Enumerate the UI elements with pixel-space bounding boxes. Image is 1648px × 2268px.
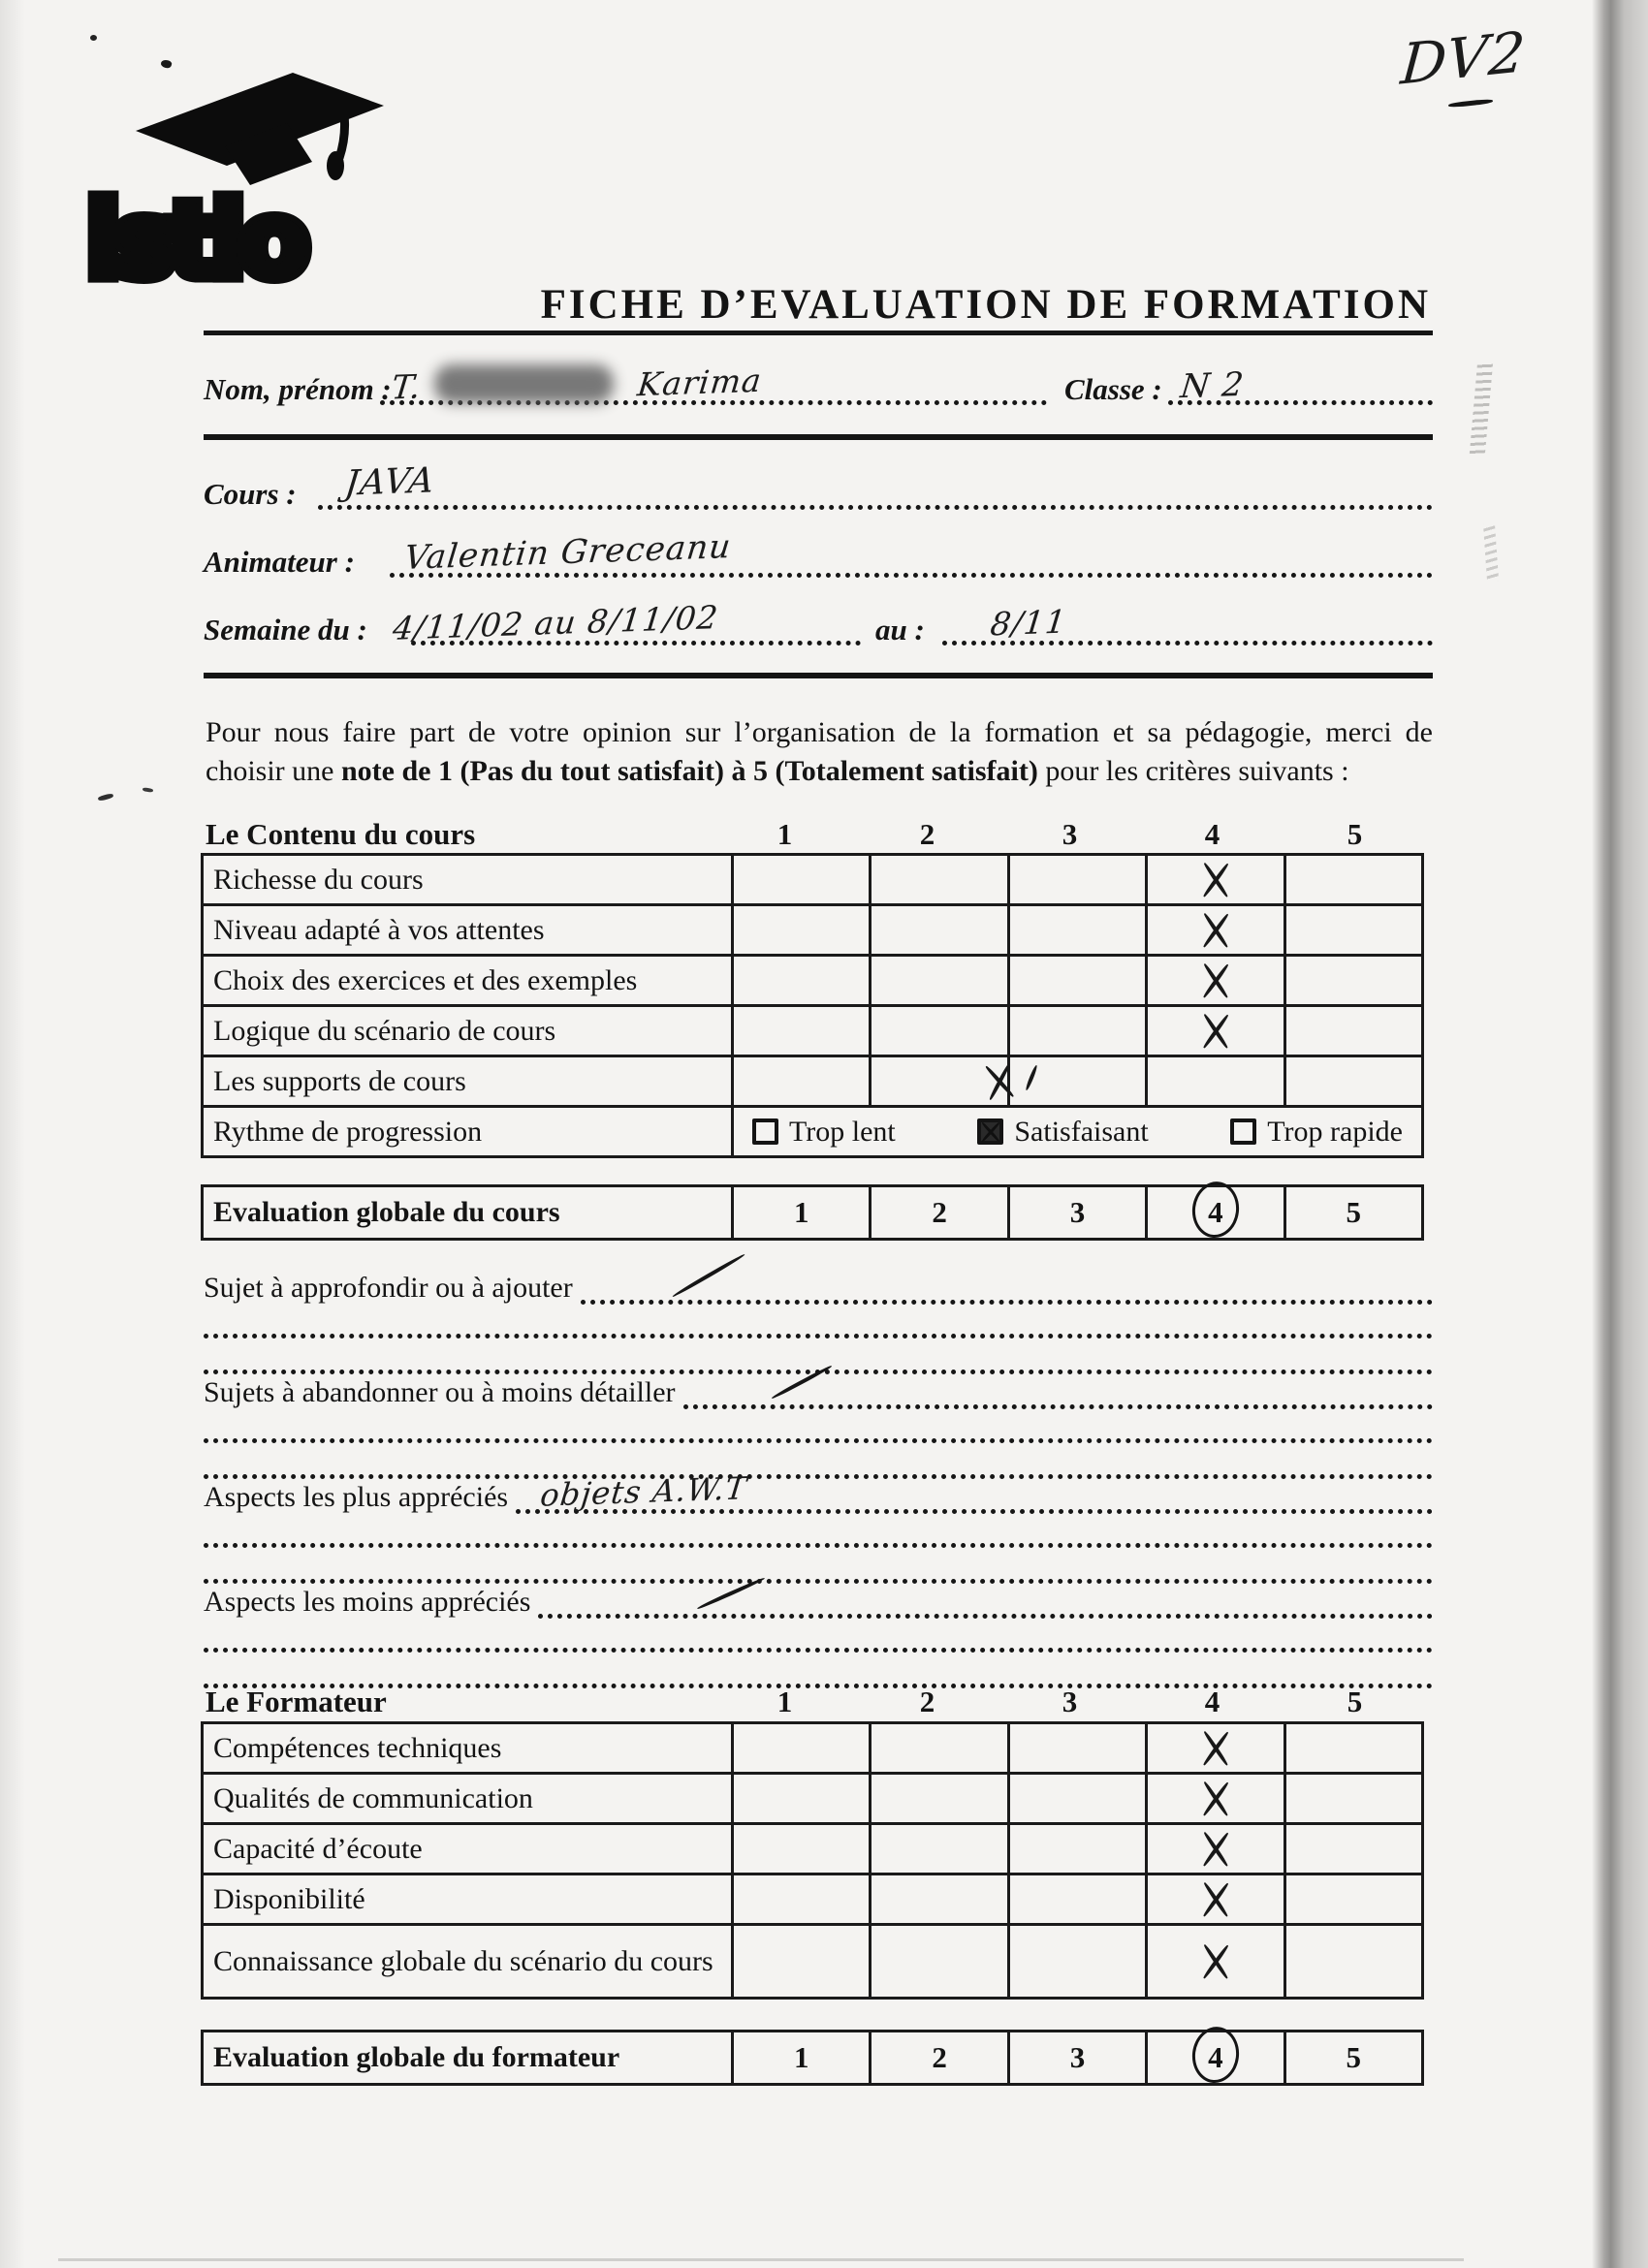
rating-cell-5 — [1284, 1874, 1422, 1925]
criterion-row — [203, 905, 1423, 956]
rating-cell-2 — [871, 1925, 1008, 1999]
criterion-label: Capacité d’écoute — [203, 1824, 733, 1874]
handwritten-trainer: Valentin Greceanu — [402, 527, 734, 578]
handwritten-class: N 2 — [1178, 364, 1247, 407]
dotted-line — [683, 1375, 1433, 1409]
class-label: Classe : — [1064, 372, 1162, 406]
rating-cell-5 — [1284, 956, 1422, 1006]
trainer-overall-table — [201, 2030, 1424, 2086]
rating-cell-3 — [1008, 1006, 1146, 1056]
dotted-line — [390, 573, 1433, 578]
scale-5: 5 — [1347, 1685, 1363, 1718]
rating-cell-1 — [733, 1925, 871, 1999]
score-4: 4 — [1147, 2032, 1284, 2085]
criterion-label: Compétences techniques — [203, 1723, 733, 1774]
trainer-label: Animateur : — [204, 545, 355, 579]
week-line — [204, 597, 1435, 647]
pace-row — [203, 1107, 1423, 1157]
name-label: Nom, prénom : — [204, 372, 392, 406]
content-table-header — [201, 819, 1424, 852]
question-label: Sujets à abandonner ou à moins détailler — [204, 1376, 676, 1408]
score-5: 5 — [1284, 2032, 1422, 2085]
rating-cell-1 — [733, 905, 871, 956]
score-1: 1 — [733, 1186, 871, 1240]
rating-cell-4 — [1147, 855, 1284, 905]
rating-cell-3 — [1008, 1774, 1146, 1824]
content-rating-table — [201, 853, 1424, 1158]
handwritten-underline — [1448, 99, 1493, 109]
question-least-appreciated — [204, 1586, 1433, 1694]
trainer-table-header — [201, 1686, 1424, 1719]
handwritten-x-mark — [1201, 1881, 1230, 1918]
pace-option-label: Trop lent — [789, 1115, 896, 1148]
redacted-name-blur — [434, 364, 614, 403]
horizontal-rule — [204, 434, 1433, 440]
handwritten-first-name: Karima — [635, 361, 764, 404]
question-label: Sujet à approfondir ou à ajouter — [204, 1272, 573, 1304]
dotted-line — [538, 1585, 1433, 1619]
pace-options-inner — [735, 1116, 1420, 1149]
scan-artifact — [90, 35, 97, 41]
istio-logo-graphic — [79, 53, 392, 291]
criterion-row — [203, 855, 1423, 905]
handwritten-end-date: 8/11 — [988, 602, 1069, 644]
istio-logo — [79, 53, 392, 291]
rating-cell-1 — [733, 855, 871, 905]
rating-cell-1 — [733, 1824, 871, 1874]
rating-cell-5 — [1284, 1723, 1422, 1774]
scan-artifact — [143, 787, 153, 793]
rating-cell-1 — [733, 956, 871, 1006]
rating-cell-3 — [1008, 1056, 1146, 1107]
criterion-row — [203, 1874, 1423, 1925]
scale-5: 5 — [1347, 817, 1363, 851]
score-2: 2 — [871, 1186, 1008, 1240]
criterion-label: Disponibilité — [203, 1874, 733, 1925]
rating-cell-3 — [1008, 1874, 1146, 1925]
horizontal-rule — [204, 331, 1433, 335]
rating-cell-3 — [1008, 956, 1146, 1006]
intro-line-1: Pour nous faire part de votre opinion sur l’organisation de la formation et sa pédagogie, merci de — [206, 716, 1433, 748]
handwritten-x-mark — [1201, 1943, 1230, 1980]
rating-cell-5 — [1284, 905, 1422, 956]
question-label: Aspects les plus appréciés — [204, 1481, 509, 1513]
rating-cell-4 — [1147, 1874, 1284, 1925]
trainer-line — [204, 529, 1435, 580]
criterion-row — [203, 1824, 1423, 1874]
rating-cell-2 — [871, 956, 1008, 1006]
rating-cell-1 — [733, 1723, 871, 1774]
scale-3: 3 — [1062, 817, 1078, 851]
criterion-row — [203, 956, 1423, 1006]
form-title: FICHE D’EVALUATION DE FORMATION — [540, 282, 1431, 328]
criterion-label: Logique du scénario de cours — [203, 1006, 733, 1056]
rating-cell-3 — [1008, 1925, 1146, 1999]
score-1: 1 — [733, 2032, 871, 2085]
handwritten-x-mark — [1201, 862, 1230, 898]
rating-cell-2 — [871, 905, 1008, 956]
rating-cell-1 — [733, 1006, 871, 1056]
scan-artifact — [1483, 523, 1499, 583]
course-line — [204, 461, 1435, 512]
scale-1: 1 — [776, 1685, 793, 1718]
criterion-row — [203, 1723, 1423, 1774]
pace-option — [752, 1116, 896, 1149]
rating-cell-4 — [1147, 905, 1284, 956]
rating-cell-1 — [733, 1056, 871, 1107]
score-2: 2 — [871, 2032, 1008, 2085]
dotted-line — [204, 1543, 1433, 1548]
criterion-label: Connaissance globale du scénario du cours — [203, 1925, 733, 1999]
scan-left-shadow — [0, 0, 25, 2268]
rating-cell-5 — [1284, 855, 1422, 905]
criterion-label: Qualités de communication — [203, 1774, 733, 1824]
rating-cell-5 — [1284, 1006, 1422, 1056]
horizontal-rule — [204, 673, 1433, 678]
criterion-label: Choix des exercices et des exemples — [203, 956, 733, 1006]
stray-pen-stroke — [1025, 1064, 1038, 1090]
pace-options — [733, 1107, 1423, 1157]
dotted-line — [204, 1438, 1433, 1443]
rating-cell-5 — [1284, 1824, 1422, 1874]
handwritten-name-initial: T. — [389, 367, 424, 408]
score-4: 4 — [1147, 1186, 1284, 1240]
scale-2: 2 — [919, 817, 935, 851]
rating-cell-2 — [871, 1056, 1008, 1107]
rating-cell-3 — [1008, 1824, 1146, 1874]
rating-cell-4 — [1147, 1723, 1284, 1774]
dotted-line — [204, 1474, 1433, 1479]
rating-cell-5 — [1284, 1774, 1422, 1824]
rating-cell-1 — [733, 1874, 871, 1925]
intro-text: pour les critères suivants : — [1037, 755, 1349, 787]
graduation-cap-icon — [136, 73, 384, 185]
intro-text: choisir une — [206, 755, 341, 787]
rating-cell-4 — [1147, 1824, 1284, 1874]
rating-cell-4 — [1147, 1056, 1284, 1107]
handwritten-course: JAVA — [342, 460, 437, 504]
rating-cell-2 — [871, 1774, 1008, 1824]
scan-artifact — [98, 793, 114, 802]
course-label: Cours : — [204, 477, 297, 511]
dotted-line — [318, 505, 1433, 510]
scan-artifact — [58, 2258, 1464, 2261]
week-label: Semaine du : — [204, 613, 367, 646]
checkbox-checked-icon — [977, 1118, 1003, 1145]
handwritten-x-mark — [1201, 1013, 1230, 1050]
question-topics-to-add — [204, 1272, 1433, 1380]
scale-1: 1 — [776, 817, 793, 851]
rating-cell-5 — [1284, 1056, 1422, 1107]
handwritten-week-dates: 4/11/02 au 8/11/02 — [391, 598, 721, 647]
handwritten-x-mark — [1201, 962, 1230, 999]
scale-2: 2 — [919, 1685, 935, 1718]
handwritten-x-mark — [1201, 1780, 1230, 1817]
intro-paragraph — [206, 713, 1433, 791]
rating-cell-3 — [1008, 1723, 1146, 1774]
handwritten-x-mark — [1201, 912, 1230, 949]
pace-option — [977, 1116, 1148, 1149]
dotted-line — [204, 1334, 1433, 1339]
handwritten-x-mark — [1201, 1730, 1230, 1767]
scale-3: 3 — [1062, 1685, 1078, 1718]
pace-option — [1230, 1116, 1403, 1149]
scan-edge-band — [1592, 0, 1648, 2268]
score-3: 3 — [1008, 2032, 1146, 2085]
handwritten-x-mark — [1201, 1831, 1230, 1868]
rating-cell-3 — [1008, 905, 1146, 956]
criterion-label: Richesse du cours — [203, 855, 733, 905]
rating-cell-2 — [871, 1723, 1008, 1774]
rating-cell-2 — [871, 1824, 1008, 1874]
rating-cell-1 — [733, 1774, 871, 1824]
question-most-appreciated — [204, 1469, 1433, 1590]
criterion-row — [203, 1774, 1423, 1824]
trainer-table-title: Le Formateur — [206, 1685, 387, 1718]
pace-option-label: Satisfaisant — [1014, 1115, 1149, 1148]
question-topics-to-drop — [204, 1376, 1433, 1485]
name-class-line — [204, 357, 1435, 407]
rating-cell-4 — [1147, 1925, 1284, 1999]
intro-bold-text: note de 1 (Pas du tout satisfait) à 5 (Totalement satisfait) — [340, 755, 1038, 787]
handwritten-answer: objets A.W.T — [538, 1469, 749, 1514]
scale-4: 4 — [1204, 1685, 1220, 1718]
handwritten-corner-annotation: DV2 — [1398, 18, 1529, 98]
scale-4: 4 — [1204, 817, 1220, 851]
criterion-label: Niveau adapté à vos attentes — [203, 905, 733, 956]
rating-cell-3 — [1008, 855, 1146, 905]
rating-cell-4 — [1147, 1774, 1284, 1824]
pace-option-label: Trop rapide — [1267, 1115, 1403, 1148]
rating-cell-2 — [871, 1874, 1008, 1925]
intro-line-2 — [206, 752, 1433, 791]
criterion-row — [203, 1925, 1423, 1999]
course-overall-label: Evaluation globale du cours — [203, 1186, 733, 1240]
criterion-row — [203, 1056, 1423, 1107]
rating-cell-4 — [1147, 956, 1284, 1006]
content-table-title: Le Contenu du cours — [206, 817, 476, 851]
criterion-label: Les supports de cours — [203, 1056, 733, 1107]
trainer-rating-table — [201, 1721, 1424, 2000]
rating-cell-4 — [1147, 1006, 1284, 1056]
to-label: au : — [875, 613, 925, 646]
checkbox-icon — [752, 1118, 778, 1145]
istio-logo-text: istio — [85, 180, 303, 291]
criterion-label: Rythme de progression — [203, 1107, 733, 1157]
question-label: Aspects les moins appréciés — [204, 1586, 531, 1618]
course-overall-table — [201, 1184, 1424, 1241]
rating-cell-5 — [1284, 1925, 1422, 1999]
criterion-row — [203, 1006, 1423, 1056]
checkbox-icon — [1230, 1118, 1256, 1145]
score-5: 5 — [1284, 1186, 1422, 1240]
dotted-line — [204, 1648, 1433, 1653]
trainer-overall-label: Evaluation globale du formateur — [203, 2032, 733, 2085]
rating-cell-2 — [871, 855, 1008, 905]
rating-cell-2 — [871, 1006, 1008, 1056]
dotted-line — [204, 1579, 1433, 1584]
score-3: 3 — [1008, 1186, 1146, 1240]
scan-artifact — [1470, 360, 1493, 456]
